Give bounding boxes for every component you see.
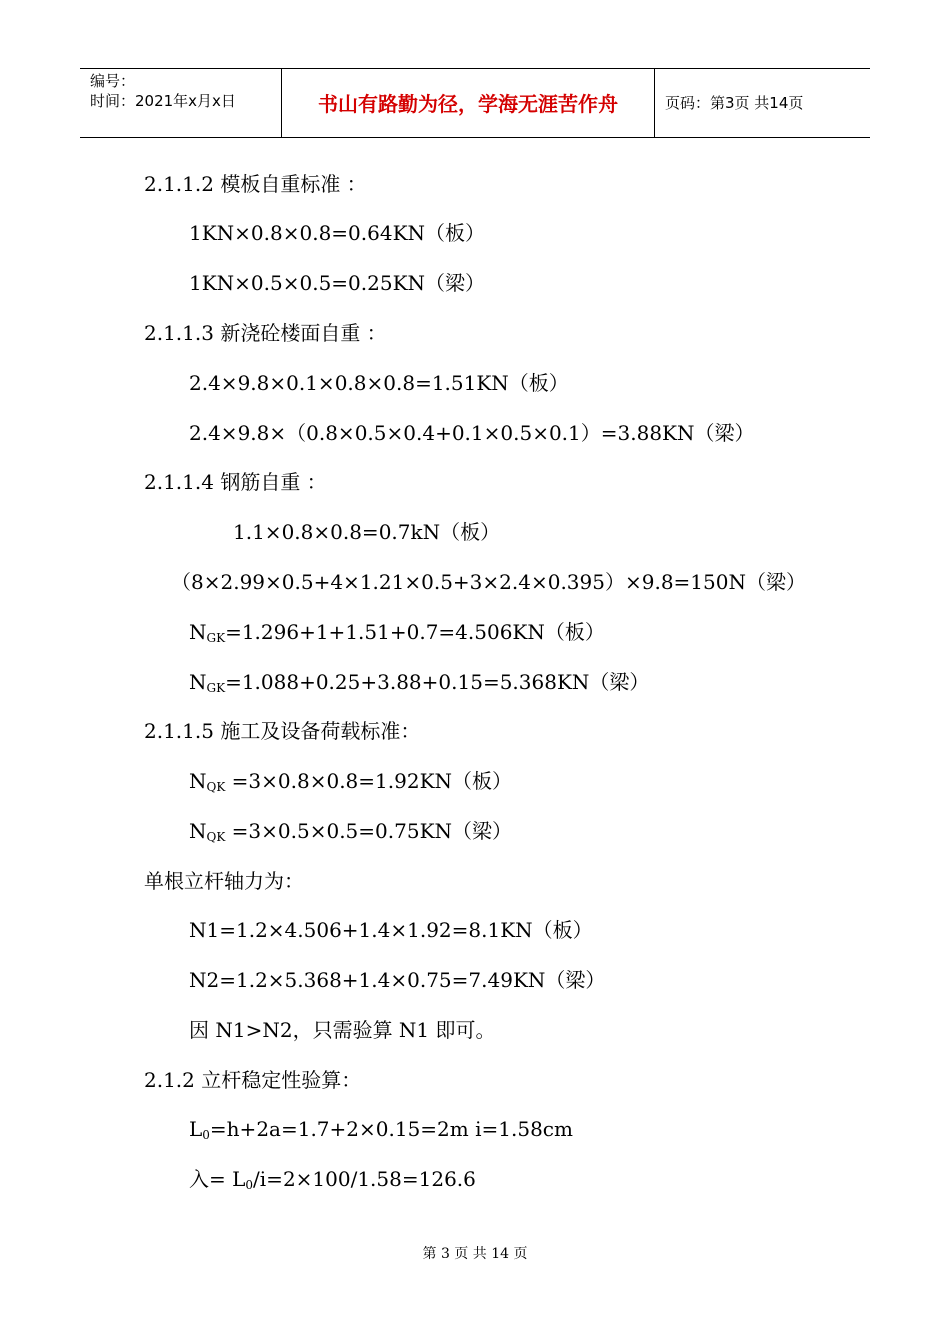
header-page-cell <box>655 69 870 137</box>
formula-line: 1.1×0.8×0.8=0.7kN（板） <box>233 520 501 544</box>
formula-line: $N_{GK}=1.296+1+1.51+0.7=4.506KN$（板） <box>189 620 605 645</box>
formula-line: 入= $L_0/i=2\times 100/1.58=126.6$ <box>189 1167 476 1192</box>
page-footer: 第 3 页 共 14 页 <box>422 1246 528 1262</box>
number-label: 编号： <box>90 72 136 90</box>
formula-line: N1=1.2×4.506+1.4×1.92=8.1KN（板） <box>189 918 593 942</box>
body-text-line: 因 N1>N2，只需验算 N1 即可。 <box>189 1018 496 1042</box>
time-label: 时间：2021年x月x日 <box>90 92 236 110</box>
page-header <box>80 68 870 138</box>
section-heading: 2.1.2 立杆稳定性验算： <box>144 1068 362 1092</box>
motto-text: 书山有路勤为径，学海无涯苦作舟 <box>318 92 618 116</box>
formula-line: 1KN×0.8×0.8=0.64KN（板） <box>189 221 486 245</box>
page-info: 页码：第3页 共14页 <box>665 94 804 112</box>
formula-line: （8×2.99×0.5+4×1.21×0.5+3×2.4×0.395）×9.8=150N（梁） <box>171 570 806 594</box>
formula-line: N2=1.2×5.368+1.4×0.75=7.49KN（梁） <box>189 968 606 992</box>
formula-line: 2.4×9.8×0.1×0.8×0.8=1.51KN（板） <box>189 371 569 395</box>
header-meta-cell <box>80 69 282 137</box>
section-heading: 2.1.1.4 钢筋自重 ： <box>144 470 327 494</box>
formula-line: $N_{GK}=1.088+0.25+3.88+0.15=5.368KN$（梁） <box>189 670 650 695</box>
formula-line: $N_{QK} =3\times 0.8\times 0.8=1.92KN$（板） <box>189 769 513 794</box>
formula-line: $N_{QK} =3\times 0.5\times 0.5=0.75KN$（梁） <box>189 819 513 844</box>
formula-line: 2.4×9.8×（0.8×0.5×0.4+0.1×0.5×0.1）=3.88KN（梁） <box>189 421 755 445</box>
formula-line: 1KN×0.5×0.5=0.25KN（梁） <box>189 271 486 295</box>
section-heading: 2.1.1.3 新浇砼楼面自重 ： <box>144 321 387 345</box>
section-heading: 2.1.1.2 模板自重标准 ： <box>144 172 367 196</box>
section-heading: 单根立杆轴力为： <box>144 869 304 893</box>
formula-line: $L_0=h+2a=1.7+2\times 0.15=2m$ i=1.58cm <box>189 1117 573 1142</box>
section-heading: 2.1.1.5 施工及设备荷载标准： <box>144 719 421 743</box>
header-motto-cell <box>282 69 655 137</box>
